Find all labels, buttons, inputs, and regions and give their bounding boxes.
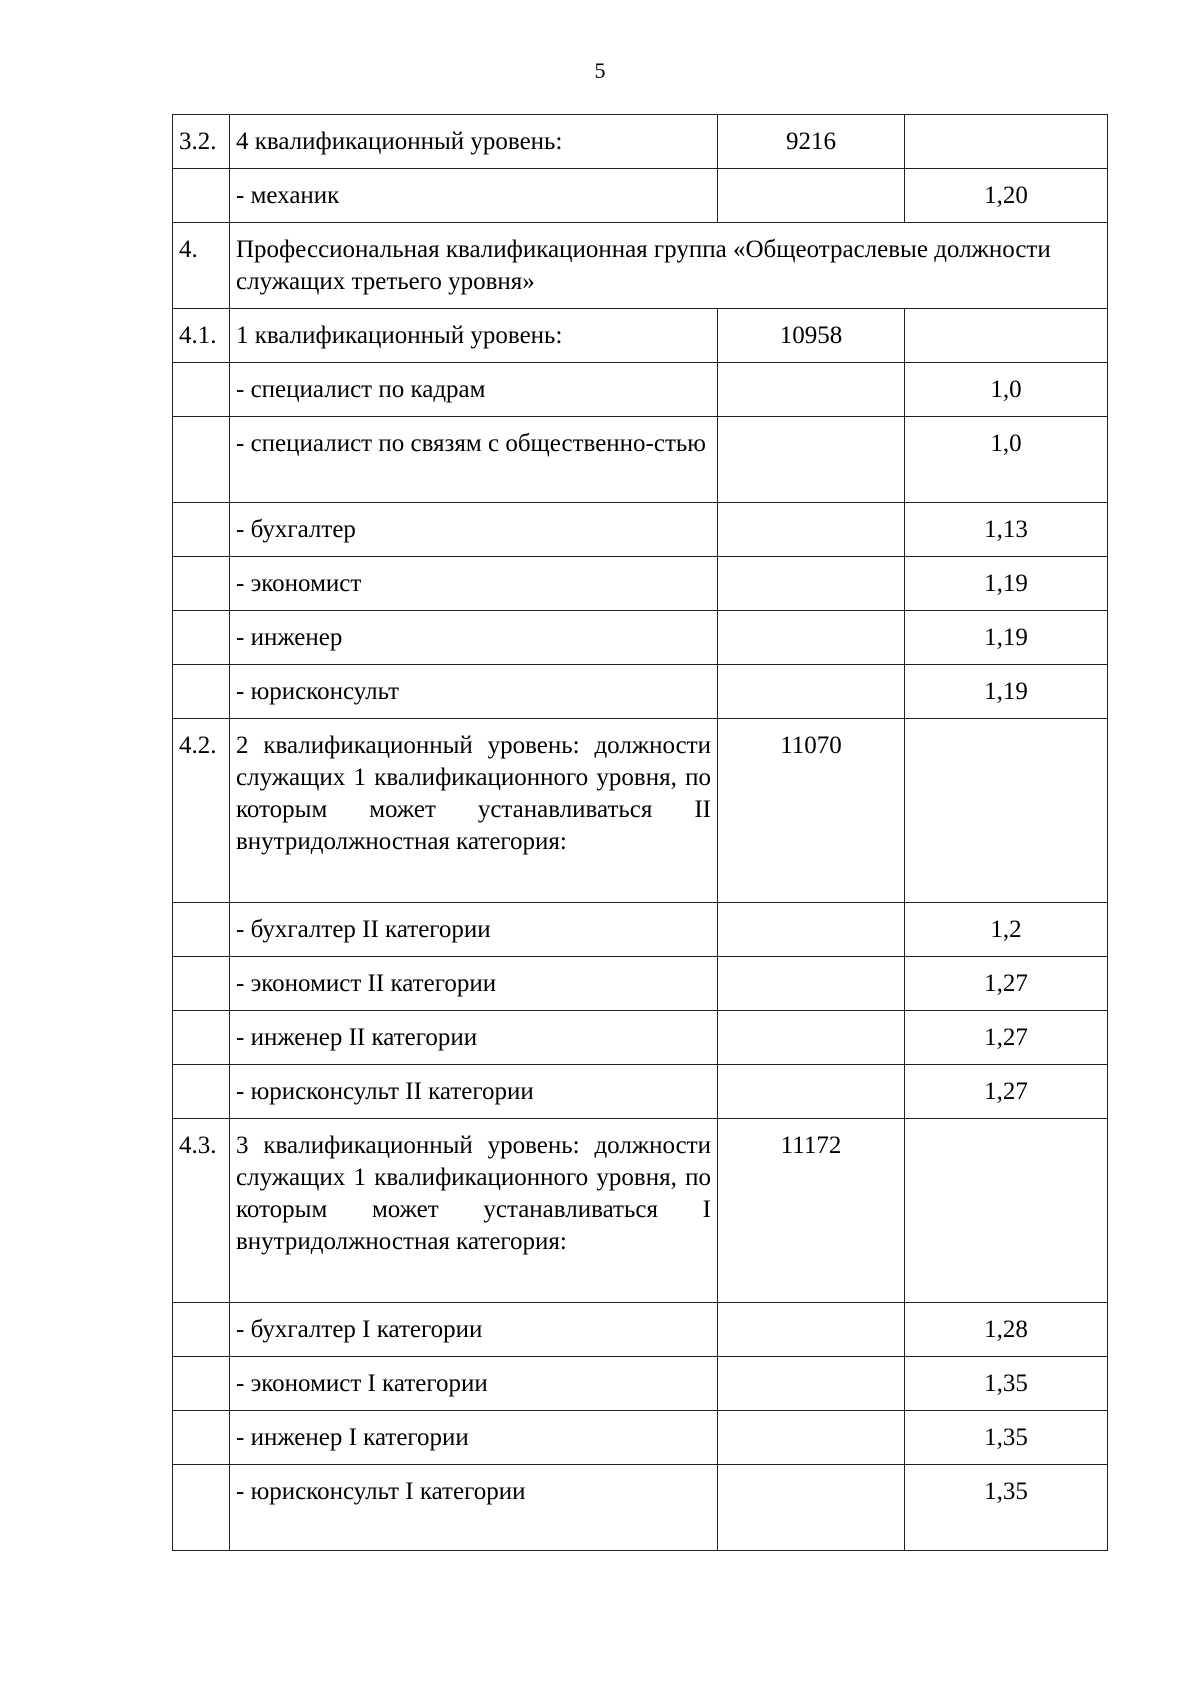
row-name: - бухгалтер I категории xyxy=(230,1303,718,1357)
row-salary xyxy=(718,1011,905,1065)
row-number: 4.3. xyxy=(173,1119,230,1303)
table-row xyxy=(173,1465,1108,1551)
table-row xyxy=(173,1411,1108,1465)
row-number: 4.1. xyxy=(173,309,230,363)
row-name: - юрисконсульт xyxy=(230,665,718,719)
row-number: 4.2. xyxy=(173,719,230,903)
table-row xyxy=(173,719,1108,903)
row-salary xyxy=(718,665,905,719)
table-row xyxy=(173,1357,1108,1411)
row-coefficient: 1,28 xyxy=(905,1303,1108,1357)
qualification-table xyxy=(172,114,1108,1551)
row-coefficient: 1,19 xyxy=(905,557,1108,611)
table-row xyxy=(173,1303,1108,1357)
row-coefficient xyxy=(905,115,1108,169)
row-coefficient: 1,19 xyxy=(905,611,1108,665)
row-salary: 10958 xyxy=(718,309,905,363)
group-row xyxy=(173,223,1108,309)
row-name: 2 квалификационный уровень: должности служащих 1 квалификационного уровня, по которым может устанавливаться II внутридолжностная категория: xyxy=(230,719,718,903)
row-coefficient: 1,19 xyxy=(905,665,1108,719)
row-salary xyxy=(718,611,905,665)
table-row xyxy=(173,503,1108,557)
row-number xyxy=(173,1465,230,1551)
row-name: - специалист по связям с общественно-стью xyxy=(230,417,718,503)
row-name: - бухгалтер II категории xyxy=(230,903,718,957)
row-number xyxy=(173,1357,230,1411)
row-coefficient: 1,0 xyxy=(905,417,1108,503)
row-name: - инженер I категории xyxy=(230,1411,718,1465)
table-row xyxy=(173,1065,1108,1119)
row-name: - экономист I категории xyxy=(230,1357,718,1411)
row-salary: 11070 xyxy=(718,719,905,903)
row-number xyxy=(173,1011,230,1065)
row-coefficient: 1,2 xyxy=(905,903,1108,957)
row-number xyxy=(173,903,230,957)
row-number: 4. xyxy=(173,223,230,309)
table-row xyxy=(173,1011,1108,1065)
row-number xyxy=(173,1303,230,1357)
row-coefficient xyxy=(905,309,1108,363)
row-salary xyxy=(718,1411,905,1465)
table-row xyxy=(173,417,1108,503)
row-name: 3 квалификационный уровень: должности служащих 1 квалификационного уровня, по которым может устанавливаться I внутридолжностная категория: xyxy=(230,1119,718,1303)
row-name: - экономист II категории xyxy=(230,957,718,1011)
row-number xyxy=(173,557,230,611)
row-name: 1 квалификационный уровень: xyxy=(230,309,718,363)
row-salary: 9216 xyxy=(718,115,905,169)
row-coefficient: 1,27 xyxy=(905,1065,1108,1119)
row-name: - юрисконсульт I категории xyxy=(230,1465,718,1551)
row-coefficient: 1,13 xyxy=(905,503,1108,557)
row-name: - экономист xyxy=(230,557,718,611)
table-row xyxy=(173,611,1108,665)
row-coefficient: 1,35 xyxy=(905,1411,1108,1465)
row-number xyxy=(173,1065,230,1119)
row-coefficient: 1,20 xyxy=(905,169,1108,223)
row-coefficient: 1,27 xyxy=(905,957,1108,1011)
table-row xyxy=(173,557,1108,611)
row-coefficient xyxy=(905,719,1108,903)
row-salary xyxy=(718,1357,905,1411)
row-coefficient: 1,27 xyxy=(905,1011,1108,1065)
row-number xyxy=(173,363,230,417)
row-name: - инженер xyxy=(230,611,718,665)
page-number: 5 xyxy=(594,58,606,83)
row-coefficient: 1,35 xyxy=(905,1357,1108,1411)
table-row xyxy=(173,1119,1108,1303)
table-row xyxy=(173,363,1108,417)
row-number xyxy=(173,1411,230,1465)
row-number xyxy=(173,957,230,1011)
row-salary xyxy=(718,503,905,557)
table-row xyxy=(173,903,1108,957)
row-salary xyxy=(718,957,905,1011)
row-coefficient: 1,35 xyxy=(905,1465,1108,1551)
row-name: 4 квалификационный уровень: xyxy=(230,115,718,169)
row-salary xyxy=(718,1303,905,1357)
row-name: - бухгалтер xyxy=(230,503,718,557)
row-coefficient xyxy=(905,1119,1108,1303)
row-coefficient: 1,0 xyxy=(905,363,1108,417)
table-row xyxy=(173,115,1108,169)
row-salary xyxy=(718,903,905,957)
row-name: - специалист по кадрам xyxy=(230,363,718,417)
row-name: - механик xyxy=(230,169,718,223)
row-number xyxy=(173,611,230,665)
row-number xyxy=(173,503,230,557)
table-row xyxy=(173,309,1108,363)
row-salary xyxy=(718,557,905,611)
row-salary xyxy=(718,1465,905,1551)
row-number xyxy=(173,665,230,719)
row-number xyxy=(173,169,230,223)
row-salary xyxy=(718,363,905,417)
row-name: - инженер II категории xyxy=(230,1011,718,1065)
group-title: Профессиональная квалификационная группа «Общеотраслевые должности служащих третьего уровня» xyxy=(230,223,1108,309)
row-salary xyxy=(718,417,905,503)
row-number xyxy=(173,417,230,503)
table-row xyxy=(173,169,1108,223)
row-salary: 11172 xyxy=(718,1119,905,1303)
row-salary xyxy=(718,1065,905,1119)
table-row xyxy=(173,665,1108,719)
table-row xyxy=(173,957,1108,1011)
row-number: 3.2. xyxy=(173,115,230,169)
row-name: - юрисконсульт II категории xyxy=(230,1065,718,1119)
row-salary xyxy=(718,169,905,223)
